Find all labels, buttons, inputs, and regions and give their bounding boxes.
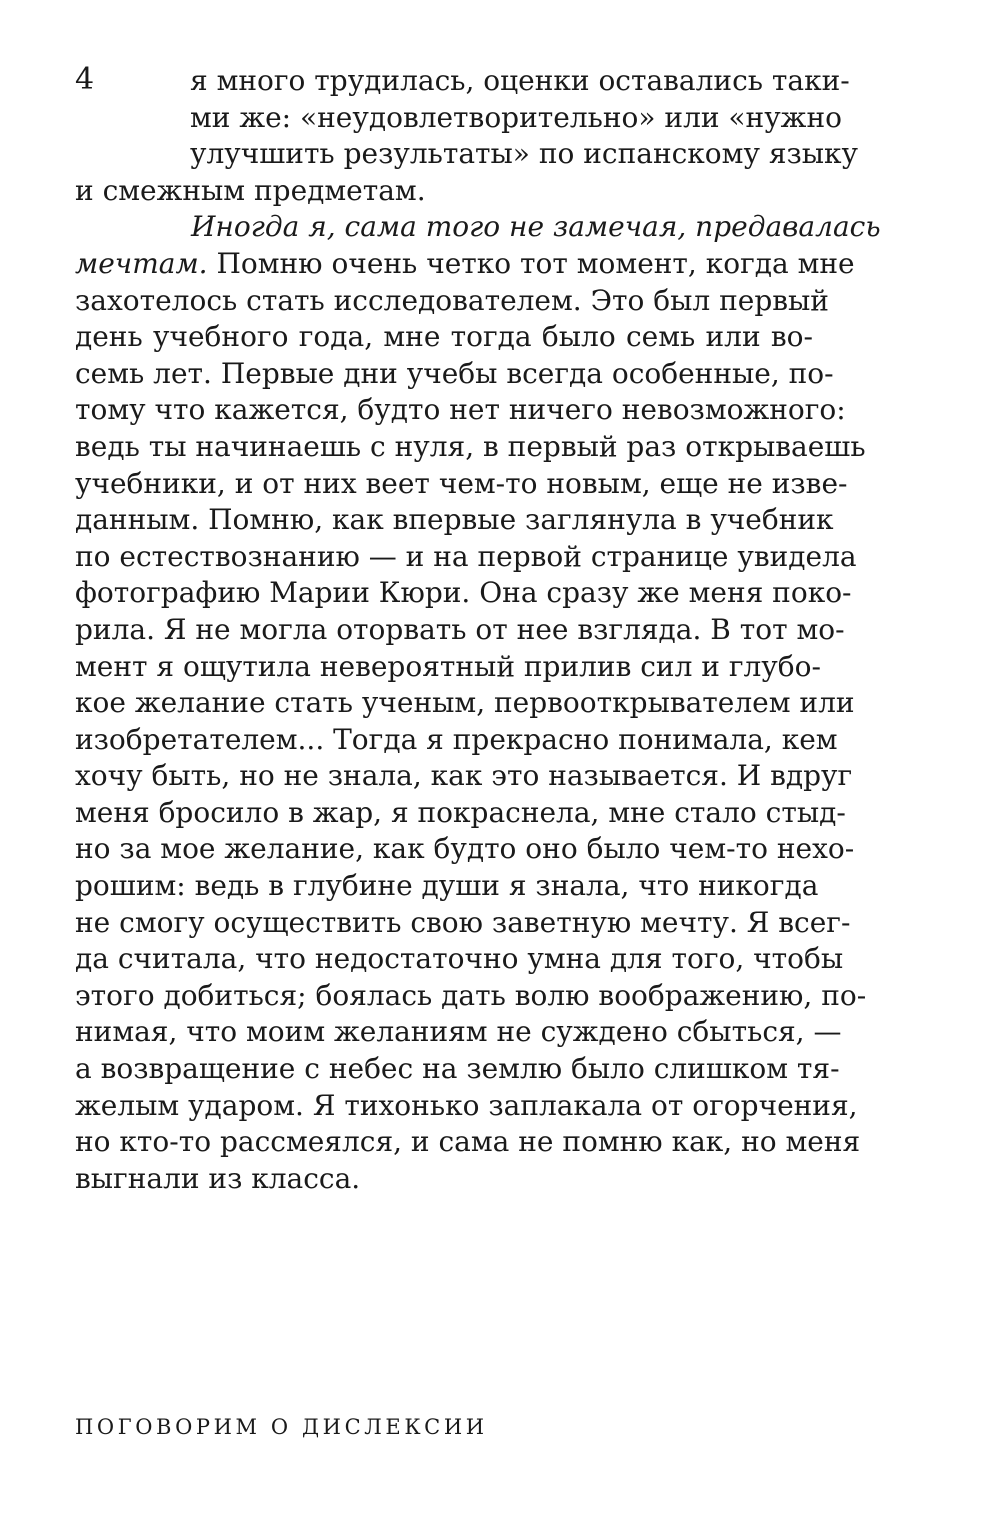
text-line: рила. Я не могла оторвать от нее взгляда. В тот мо- (75, 612, 845, 646)
text-line: желым ударом. Я тихонько заплакала от огорчения, (75, 1088, 858, 1122)
text-line: данным. Помню, как впервые заглянула в учебник (75, 503, 834, 537)
text-line: кое желание стать ученым, первооткрывателем или (75, 686, 855, 720)
text-line: изобретателем... Тогда я прекрасно понимала, кем (75, 722, 838, 756)
running-footer: ПОГОВОРИМ О ДИСЛЕКСИИ (75, 1415, 488, 1439)
text-line: этого добиться; боялась дать волю воображению, по- (75, 978, 867, 1012)
text-line: и смежным предметам. (75, 173, 426, 207)
text-segment: Помню очень четко тот момент, когда мне (207, 246, 855, 280)
text-line: меня бросило в жар, я покраснела, мне стало стыд- (75, 795, 846, 829)
text-line: учебники, и от них веет чем-то новым, еще не изве- (75, 466, 848, 500)
text-line: а возвращение с небес на землю было слишком тя- (75, 1052, 840, 1086)
italic-phrase: мечтам. (75, 246, 208, 280)
text-line: семь лет. Первые дни учебы всегда особенные, по- (75, 356, 834, 390)
text-line: выгнали из класса. (75, 1161, 361, 1195)
text-line: улучшить результаты» по испанскому языку (190, 137, 859, 171)
text-line: фотографию Марии Кюри. Она сразу же меня поко- (75, 576, 852, 610)
text-line: да считала, что недостаточно умна для того, чтобы (75, 942, 844, 976)
text-line: захотелось стать исследователем. Это был первый (75, 283, 829, 317)
text-line: не смогу осуществить свою заветную мечту. Я всег- (75, 905, 851, 939)
text-line: нимая, что моим желаниям не суждено сбыться, — (75, 1015, 842, 1049)
text-line: хочу быть, но не знала, как это называется. И вдруг (75, 759, 853, 793)
text-line: рошим: ведь в глубине души я знала, что никогда (75, 869, 819, 903)
text-line: мент я ощутила невероятный прилив сил и глубо- (75, 649, 821, 683)
text-line-mixed (75, 246, 855, 283)
text-line: тому что кажется, будто нет ничего невозможного: (75, 393, 846, 427)
body-text (75, 63, 881, 1197)
text-line-italic: Иногда я, сама того не замечая, предавалась (191, 210, 881, 244)
page-number: 4 (75, 62, 95, 97)
text-line: ведь ты начинаешь с нуля, в первый раз открываешь (75, 429, 866, 463)
text-line: день учебного года, мне тогда было семь или во- (75, 320, 813, 354)
text-line: я много трудилась, оценки оставались таки- (190, 64, 850, 97)
text-line: по естествознанию — и на первой странице увидела (75, 539, 857, 573)
text-line: ми же: «неудовлетворительно» или «нужно (190, 100, 842, 134)
text-line: но за мое желание, как будто оно было чем-то нехо- (75, 832, 855, 866)
text-line: но кто-то рассмеялся, и сама не помню как, но меня (75, 1125, 861, 1159)
